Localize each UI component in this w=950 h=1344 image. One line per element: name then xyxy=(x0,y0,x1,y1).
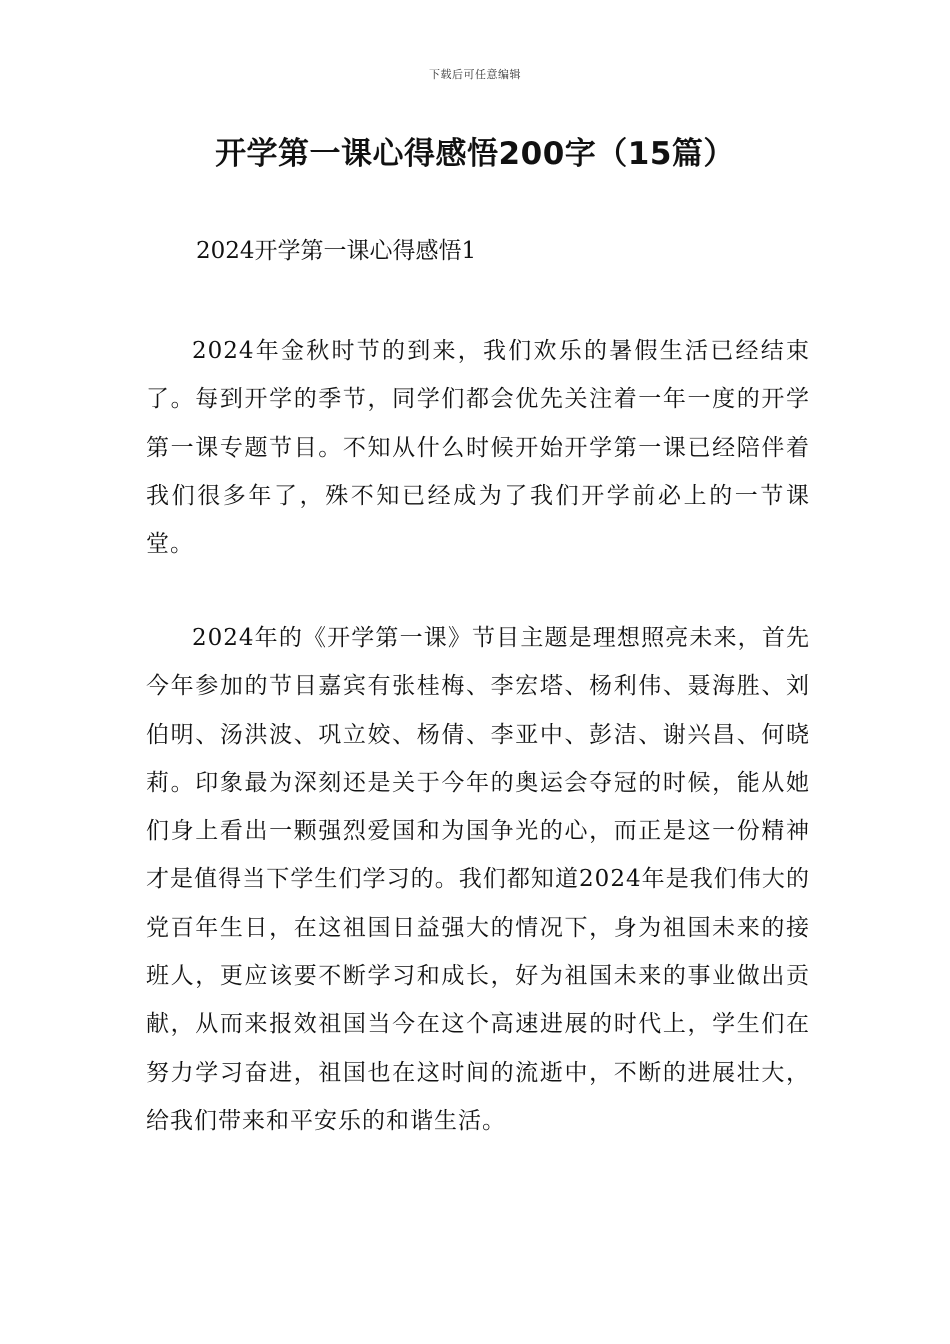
paragraph-2: 2024年的《开学第一课》节目主题是理想照亮未来，首先今年参加的节目嘉宾有张桂梅、李宏塔、杨利伟、聂海胜、刘伯明、汤洪波、巩立姣、杨倩、李亚中、彭洁、谢兴昌、何晓莉。印象最为深刻还是关于今年的奥运会夺冠的时候，能从她们身上看出一颗强烈爱国和为国争光的心，而正是这一份精神才是值得当下学生们学习的。我们都知道2024年是我们伟大的党百年生日，在这祖国日益强大的情况下，身为祖国未来的接班人，更应该要不断学习和成长，好为祖国未来的事业做出贡献，从而来报效祖国当今在这个高速进展的时代上，学生们在努力学习奋进，祖国也在这时间的流逝中，不断的进展壮大，给我们带来和平安乐的和谐生活。 xyxy=(146,625,810,1134)
section-heading: 2024开学第一课心得感悟1 xyxy=(196,238,477,264)
paragraph-1: 2024年金秋时节的到来，我们欢乐的暑假生活已经结束了。每到开学的季节，同学们都会优先关注着一年一度的开学第一课专题节目。不知从什么时候开始开学第一课已经陪伴着我们很多年了，殊不知已经成为了我们开学前必上的一节课堂。 xyxy=(146,338,810,558)
document-title: 开学第一课心得感悟200字（15篇） xyxy=(215,136,735,172)
header-note: 下载后可任意编辑 xyxy=(429,68,521,81)
